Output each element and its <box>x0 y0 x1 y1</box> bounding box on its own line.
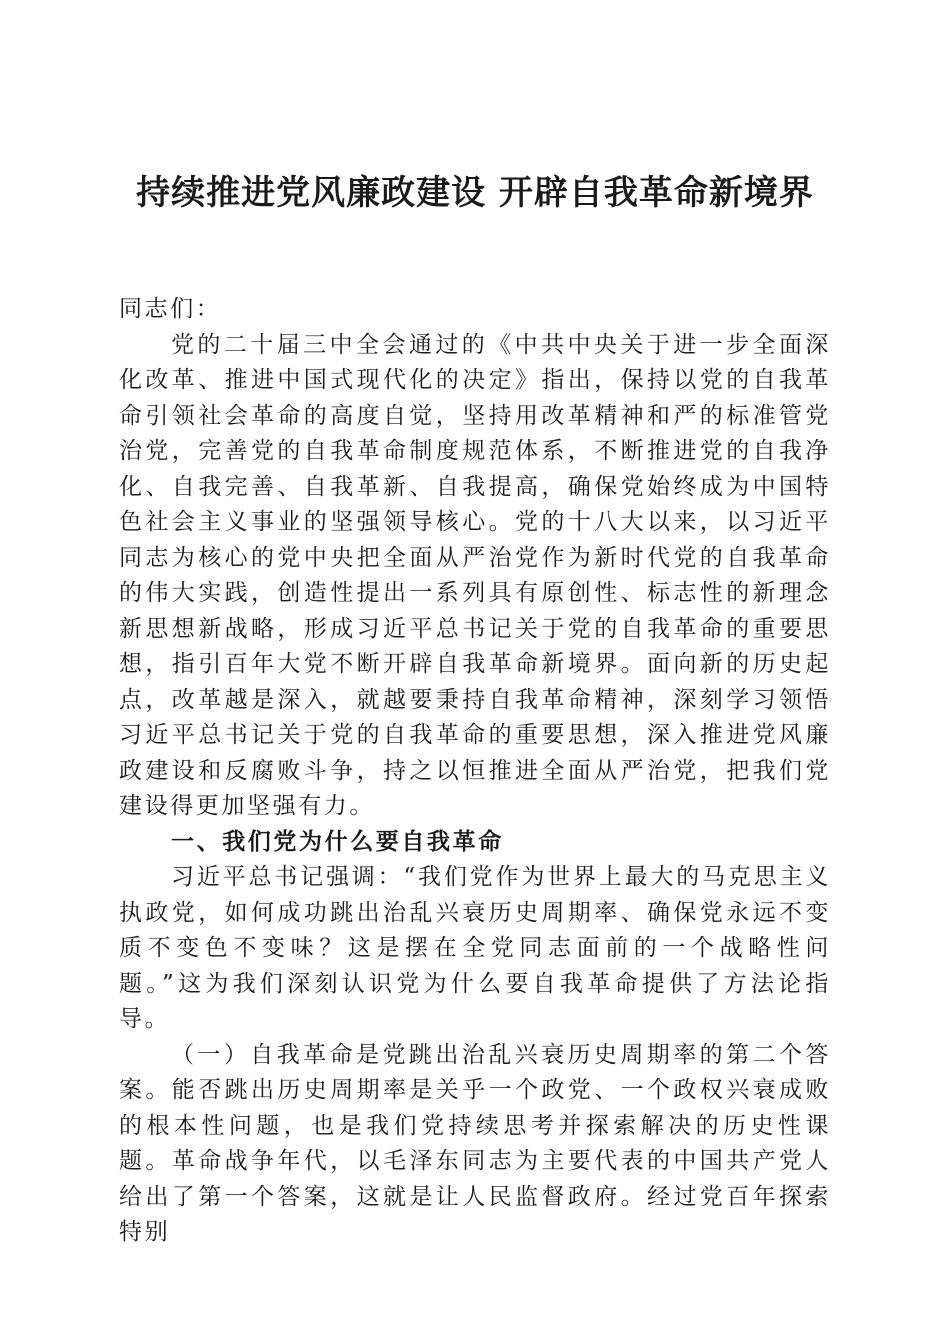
document-body <box>119 292 831 1251</box>
section-heading-1: 一、我们党为什么要自我革命 <box>171 828 504 855</box>
intro-paragraph: 党的二十届三中全会通过的《中共中央关于进一步全面深化改革、推进中国式现代化的决定》指出，保持以党的自我革命引领社会革命的高度自觉，坚持用改革精神和严的标准管党治党，完善党的自我革命制度规范体系，不断推进党的自我净化、自我完善、自我革新、自我提高，确保党始终成为中国特色社会主义事业的坚强领导核心。党的十八大以来，以习近平同志为核心的党中央把全面从严治党作为新时代党的自我革命的伟大实践，创造性提出一系列具有原创性、标志性的新理念新思想新战略，形成习近平总书记关于党的自我革命的重要思想，指引百年大党不断开辟自我革命新境界。面向新的历史起点，改革越是深入，就越要秉持自我革命精神，深刻学习领悟习近平总书记关于党的自我革命的重要思想，深入推进党风廉政建设和反腐败斗争，持之以恒推进全面从严治党，把我们党建设得更加坚强有力。 <box>119 331 831 819</box>
document-title: 持续推进党风廉政建设 开辟自我革命新境界 <box>136 173 814 213</box>
salutation: 同志们： <box>119 296 222 322</box>
section-1-intro-paragraph: 习近平总书记强调：“我们党作为世界上最大的马克思主义执政党，如何成功跳出治乱兴衰历史周期率、确保党永远不变质不变色不变味？这是摆在全党同志面前的一个战略性问题。”这为我们深刻认识党为什么要自我革命提供了方法论指导。 <box>119 864 831 1032</box>
subsection-1-paragraph: （一）自我革命是党跳出治乱兴衰历史周期率的第二个答案。能否跳出历史周期率是关乎一个政党、一个政权兴衰成败的根本性问题，也是我们党持续思考并探索解决的历史性课题。革命战争年代，以毛泽东同志为主要代表的中国共产党人给出了第一个答案，这就是让人民监督政府。经过党百年探索特别 <box>119 1041 831 1245</box>
